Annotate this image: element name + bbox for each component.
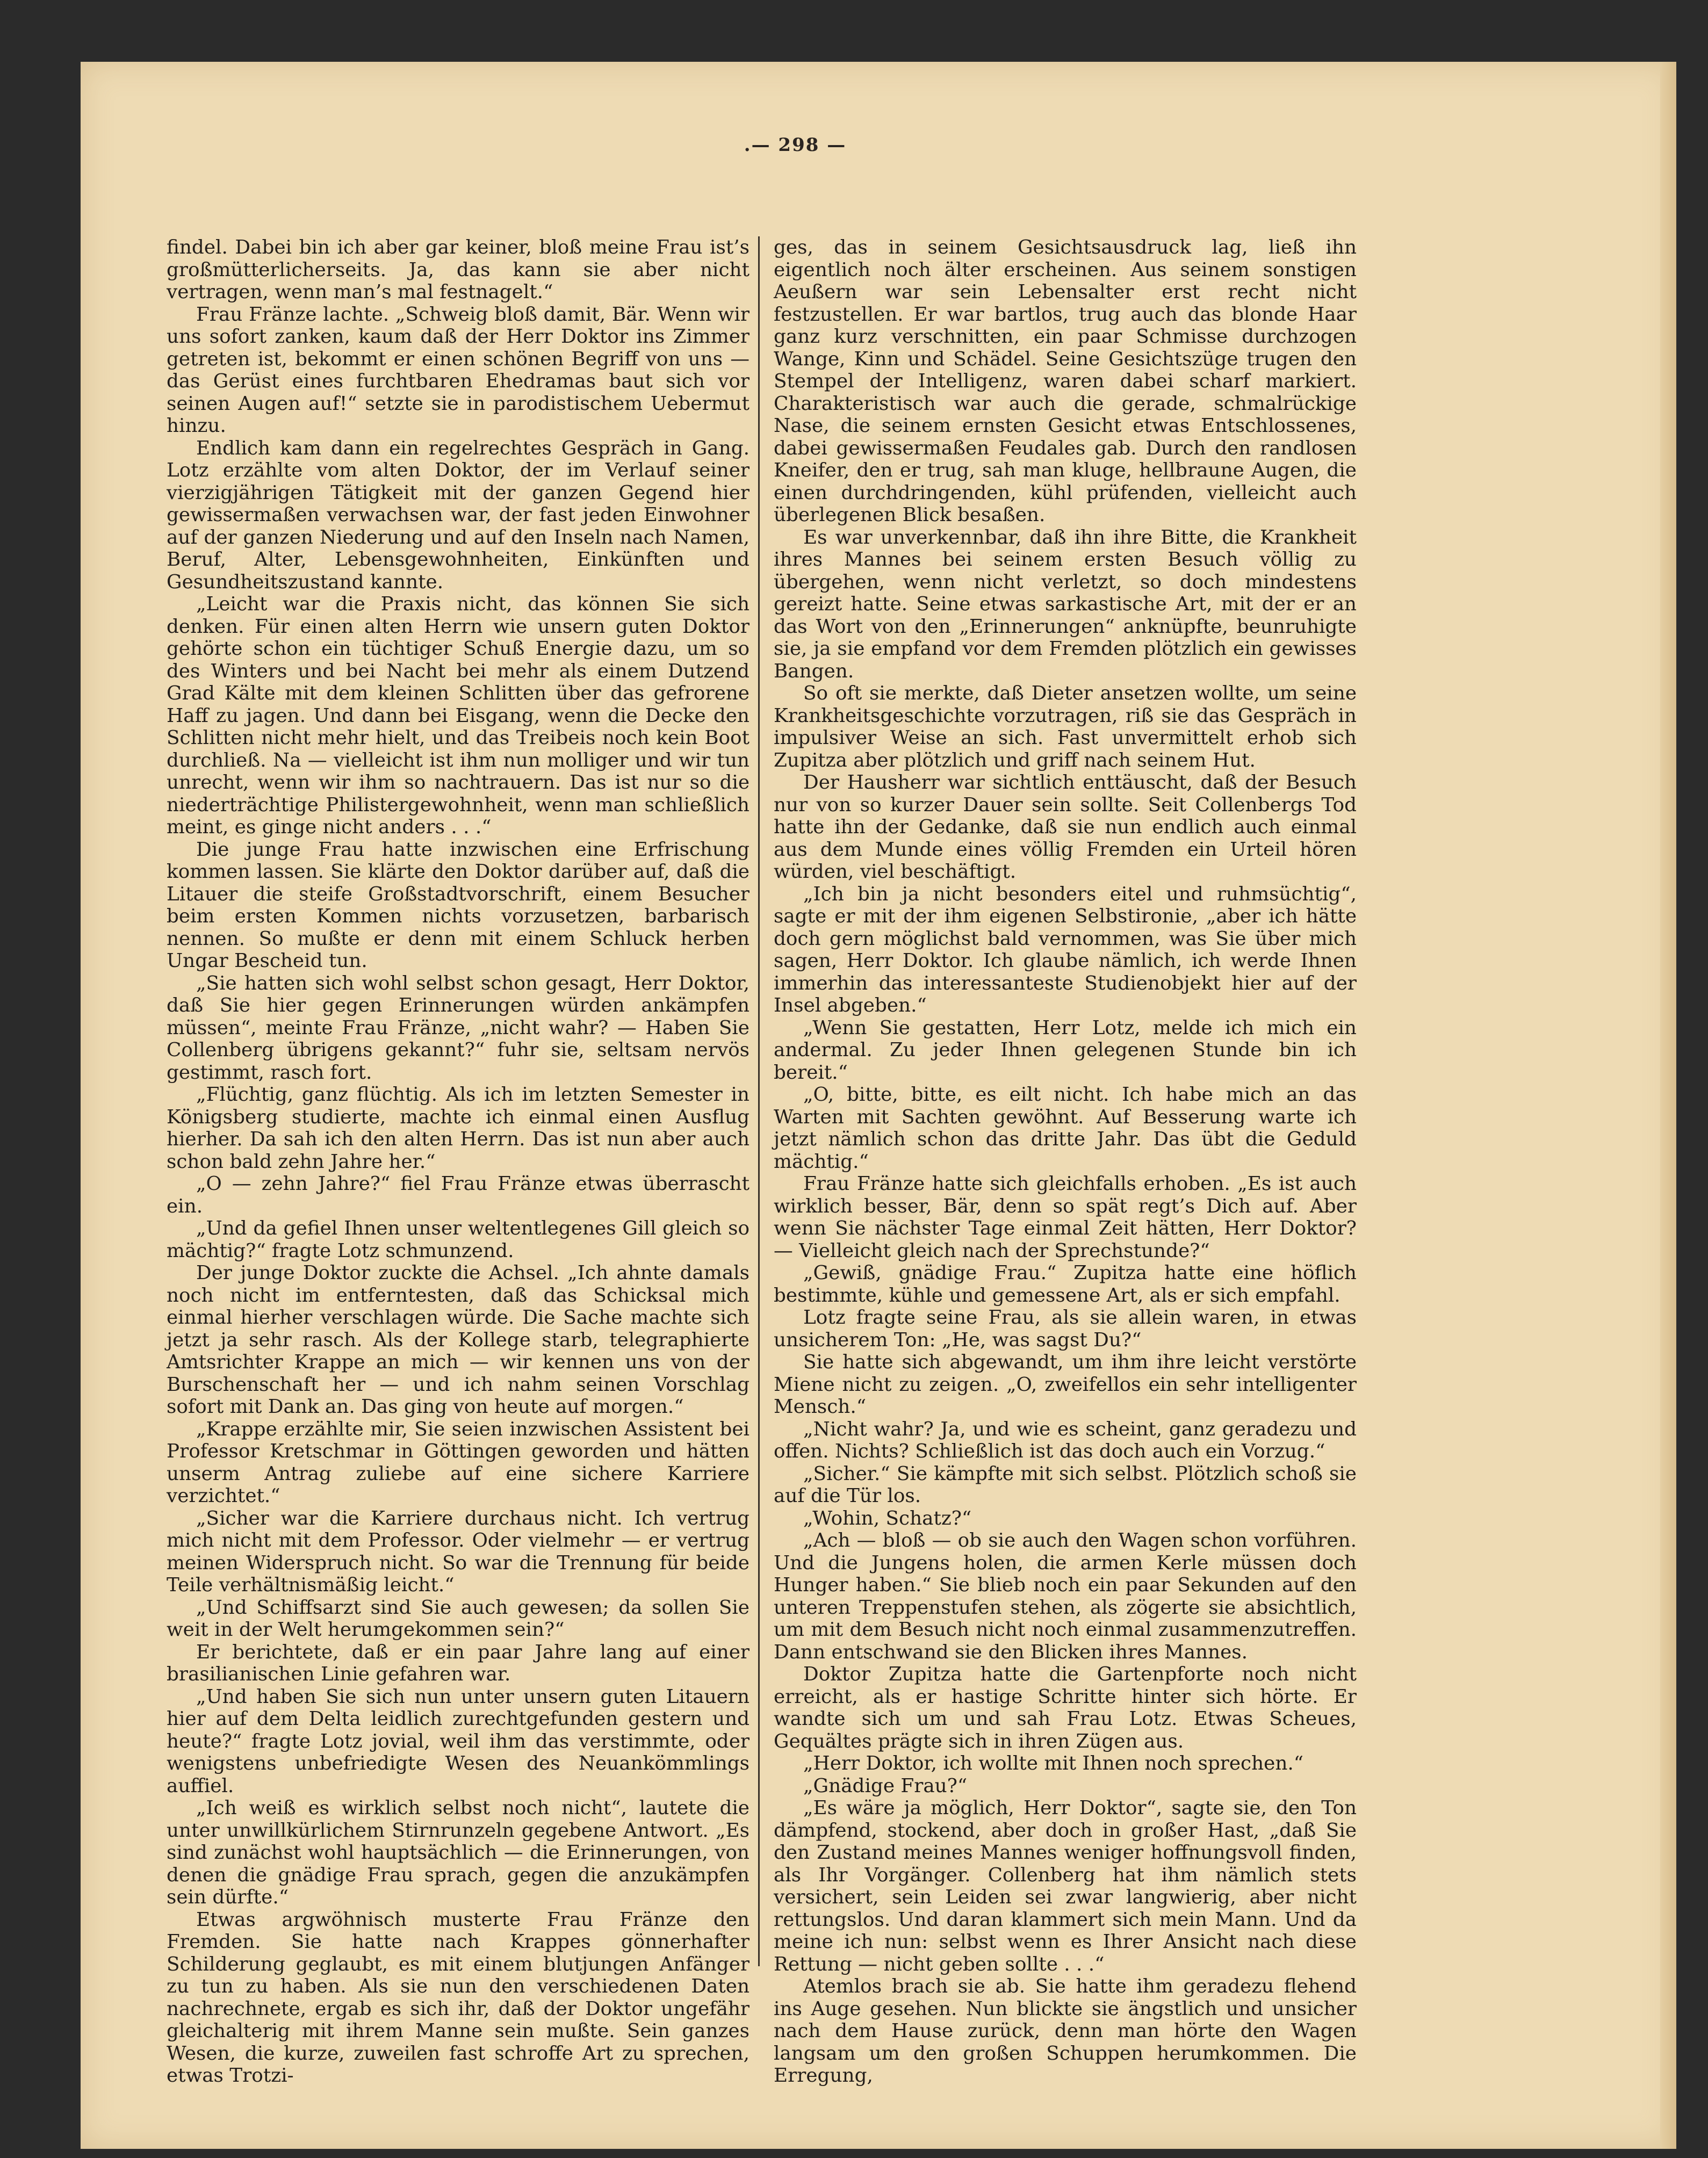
paragraph: „Leicht war die Praxis nicht, das können Sie sich denken. Für einen alten Herrn wie unsern guten Doktor gehörte schon ein tüchtiger Schuß Energie dazu, um so des Winters und bei Nacht bei mehr als einem Dutzend Grad Kälte mit dem kleinen Schlitten über das gefrorene Haff zu jagen. Und dann bei Eisgang, wenn die Decke den Schlitten nicht mehr hielt, und das Treibeis noch kein Boot durchließ. Na — vielleicht ist ihm nun molliger und wir tun unrecht, wenn wir ihm so nachtrauern. Das ist nur so die niederträchtige Philistergewohnheit, wenn man schließlich meint, es ginge nicht anders . . .“ <box>167 593 749 838</box>
paragraph: „Nicht wahr? Ja, und wie es scheint, ganz geradezu und offen. Nichts? Schließlich ist das doch auch ein Vorzug.“ <box>774 1418 1357 1462</box>
paragraph: „Und da gefiel Ihnen unser weltentlegenes Gill gleich so mächtig?“ fragte Lotz schmunzend. <box>167 1217 749 1262</box>
paragraph: „O, bitte, bitte, es eilt nicht. Ich habe mich an das Warten mit Sachten gewöhnt. Auf Besserung warte ich jetzt nämlich schon das dritte Jahr. Das übt die Geduld mächtig.“ <box>774 1084 1357 1173</box>
paragraph: Endlich kam dann ein regelrechtes Gespräch in Gang. Lotz erzählte vom alten Doktor, der im Verlauf seiner vierzigjährigen Tätigkeit mit der ganzen Gegend hier gewissermaßen verwachsen war, der fast jeden Einwohner auf der ganzen Niederung und auf den Inseln nach Namen, Beruf, Alter, Lebensgewohnheiten, Einkünften und Gesundheitszustand kannte. <box>167 437 749 593</box>
text-column-left <box>167 236 749 2087</box>
paragraph: Frau Fränze lachte. „Schweig bloß damit, Bär. Wenn wir uns sofort zanken, kaum daß der Herr Doktor ins Zimmer getreten ist, bekommt er einen schönen Begriff von uns — das Gerüst eines furchtbaren Ehedramas baut sich vor seinen Augen auf!“ setzte sie in parodistischem Uebermut hinzu. <box>167 303 749 437</box>
paragraph: „O — zehn Jahre?“ fiel Frau Fränze etwas überrascht ein. <box>167 1173 749 1217</box>
paragraph: „Flüchtig, ganz flüchtig. Als ich im letzten Semester in Königsberg studierte, machte ich einmal einen Ausflug hierher. Da sah ich den alten Herrn. Das ist nun aber auch schon bald zehn Jahre her.“ <box>167 1084 749 1173</box>
paragraph: Es war unverkennbar, daß ihn ihre Bitte, die Krankheit ihres Mannes bei seinem ersten Besuch völlig zu übergehen, wenn nicht verletzt, so doch mindestens gereizt hatte. Seine etwas sarkastische Art, mit der er an das Wort von den „Erinnerungen“ anknüpfte, beunruhigte sie, ja sie empfand vor dem Fremden plötzlich ein gewisses Bangen. <box>774 526 1357 682</box>
paragraph: findel. Dabei bin ich aber gar keiner, bloß meine Frau ist’s großmütterlicherseits. Ja, das kann sie aber nicht vertragen, wenn man’s mal festnagelt.“ <box>167 236 749 303</box>
paragraph: „Ich weiß es wirklich selbst noch nicht“, lautete die unter unwillkürlichem Stirnrunzeln gegebene Antwort. „Es sind zunächst wohl hauptsächlich — die Erinnerungen, von denen die gnädige Frau sprach, gegen die anzukämpfen sein dürfte.“ <box>167 1797 749 1908</box>
paragraph: Der Hausherr war sichtlich enttäuscht, daß der Besuch nur von so kurzer Dauer sein sollte. Seit Collenbergs Tod hatte ihn der Gedanke, daß sie nun endlich auch einmal aus dem Munde eines völlig Fremden ein Urteil hören würden, viel beschäftigt. <box>774 771 1357 883</box>
paragraph: „Sie hatten sich wohl selbst schon gesagt, Herr Doktor, daß Sie hier gegen Erinnerungen würden ankämpfen müssen“, meinte Frau Fränze, „nicht wahr? — Haben Sie Collenberg übrigens gekannt?“ fuhr sie, seltsam nervös gestimmt, rasch fort. <box>167 972 749 1084</box>
page-edge <box>1660 62 1676 2149</box>
paragraph: So oft sie merkte, daß Dieter ansetzen wollte, um seine Krankheitsgeschichte vorzutragen, riß sie das Gespräch in impulsiver Weise an sich. Fast unvermittelt erhob sich Zupitza aber plötzlich und griff nach seinem Hut. <box>774 682 1357 771</box>
paragraph: „Gewiß, gnädige Frau.“ Zupitza hatte eine höflich bestimmte, kühle und gemessene Art, als er sich empfahl. <box>774 1262 1357 1307</box>
paragraph: Lotz fragte seine Frau, als sie allein waren, in etwas unsicherem Ton: „He, was sagst Du?“ <box>774 1307 1357 1351</box>
paragraph: „Gnädige Frau?“ <box>803 1774 968 1797</box>
paragraph: Er berichtete, daß er ein paar Jahre lang auf einer brasilianischen Linie gefahren war. <box>167 1641 749 1685</box>
paragraph: „Wohin, Schatz?“ <box>803 1507 972 1529</box>
paragraph: „Krappe erzählte mir, Sie seien inzwischen Assistent bei Professor Kretschmar in Göttingen geworden und hätten unserm Antrag zuliebe auf eine sichere Karriere verzichtet.“ <box>167 1418 749 1507</box>
paragraph: „Es wäre ja möglich, Herr Doktor“, sagte sie, den Ton dämpfend, stockend, aber doch in großer Hast, „daß Sie den Zustand meines Mannes weniger hoffnungsvoll finden, als Ihr Vorgänger. Collenberg hat ihm nämlich stets versichert, sein Leiden sei zwar langwierig, aber nicht rettungslos. Und daran klammert sich mein Mann. Und da meine ich nun: selbst wenn es Ihrer Ansicht nach diese Rettung — nicht geben sollte . . .“ <box>774 1797 1357 1975</box>
paragraph: „Und Schiffsarzt sind Sie auch gewesen; da sollen Sie weit in der Welt herumgekommen sein?“ <box>167 1596 749 1641</box>
paragraph: „Und haben Sie sich nun unter unsern guten Litauern hier auf dem Delta leidlich zurechtgefunden gestern und heute?“ fragte Lotz jovial, weil ihm das verstimmte, oder wenigstens unbefriedigte Wesen des Neuankömmlings auffiel. <box>167 1685 749 1797</box>
column-divider <box>758 236 760 1966</box>
paragraph: „Wenn Sie gestatten, Herr Lotz, melde ich mich ein andermal. Zu jeder Ihnen gelegenen Stunde bin ich bereit.“ <box>774 1016 1357 1084</box>
paragraph: „Herr Doktor, ich wollte mit Ihnen noch sprechen.“ <box>803 1752 1304 1774</box>
page-number: .— 298 — <box>744 134 847 156</box>
paragraph: „Ach — bloß — ob sie auch den Wagen schon vorführen. Und die Jungens holen, die armen Kerle müssen doch Hunger haben.“ Sie blieb noch ein paar Sekunden auf den unteren Treppenstufen stehen, als zögerte sie absichtlich, um mit dem Besuch nicht noch einmal zusammenzutreffen. Dann entschwand sie den Blicken ihres Mannes. <box>774 1529 1357 1663</box>
paragraph: ges, das in seinem Gesichtsausdruck lag, ließ ihn eigentlich noch älter erscheinen. Aus seinem sonstigen Aeußern war sein Lebensalter erst recht nicht festzustellen. Er war bartlos, trug auch das blonde Haar ganz kurz verschnitten, ein paar Schmisse durchzogen Wange, Kinn und Schädel. Seine Gesichtszüge trugen den Stempel der Intelligenz, waren dabei scharf markiert. Charakteristisch war auch die gerade, schmalrückige Nase, die seinem ernsten Gesicht etwas Entschlossenes, dabei gewissermaßen Feudales gab. Durch den randlosen Kneifer, den er trug, sah man kluge, hellbraune Augen, die einen durchdringenden, kühl prüfenden, vielleicht auch überlegenen Blick besaßen. <box>774 236 1357 526</box>
paragraph: Doktor Zupitza hatte die Gartenpforte noch nicht erreicht, als er hastige Schritte hinter sich hörte. Er wandte sich um und sah Frau Lotz. Etwas Scheues, Gequältes prägte sich in ihren Zügen aus. <box>774 1663 1357 1752</box>
paragraph: Die junge Frau hatte inzwischen eine Erfrischung kommen lassen. Sie klärte den Doktor darüber auf, daß die Litauer die steife Großstadtvorschrift, einem Besucher beim ersten Kommen nichts vorzusetzen, barbarisch nennen. So mußte er denn mit einem Schluck herben Ungar Bescheid tun. <box>167 838 749 972</box>
paragraph: Atemlos brach sie ab. Sie hatte ihm geradezu flehend ins Auge gesehen. Nun blickte sie ängstlich und unsicher nach dem Hause zurück, denn man hörte den Wagen langsam um den großen Schuppen herumkommen. Die Erregung, <box>774 1975 1357 2087</box>
paragraph: Der junge Doktor zuckte die Achsel. „Ich ahnte damals noch nicht im entferntesten, daß das Schicksal mich einmal hierher verschlagen würde. Die Sache machte sich jetzt ja sehr rasch. Als der Kollege starb, telegraphierte Amtsrichter Krappe an mich — wir kennen uns von der Burschenschaft her — und ich nahm seinen Vorschlag sofort mit Dank an. Das ging von heute auf morgen.“ <box>167 1262 749 1418</box>
paragraph: „Sicher war die Karriere durchaus nicht. Ich vertrug mich nicht mit dem Professor. Oder vielmehr — er vertrug meinen Widerspruch nicht. So war die Trennung für beide Teile verhältnismäßig leicht.“ <box>167 1507 749 1596</box>
paragraph: „Sicher.“ Sie kämpfte mit sich selbst. Plötzlich schoß sie auf die Tür los. <box>774 1462 1357 1507</box>
paragraph: Frau Fränze hatte sich gleichfalls erhoben. „Es ist auch wirklich besser, Bär, denn so spät regt’s Dich auf. Aber wenn Sie nächster Tage einmal Zeit hätten, Herr Doktor? — Vielleicht gleich nach der Sprechstunde?“ <box>774 1173 1357 1262</box>
paragraph: Etwas argwöhnisch musterte Frau Fränze den Fremden. Sie hatte nach Krappes gönnerhafter Schilderung geglaubt, es mit einem blutjungen Anfänger zu tun zu haben. Als sie nun den verschiedenen Daten nachrechnete, ergab es sich ihr, daß der Doktor ungefähr gleichalterig mit ihrem Manne sein mußte. Sein ganzes Wesen, die kurze, zuweilen fast schroffe Art zu sprechen, etwas Trotzi- <box>167 1908 749 2087</box>
paragraph: „Ich bin ja nicht besonders eitel und ruhmsüchtig“, sagte er mit der ihm eigenen Selbstironie, „aber ich hätte doch gern möglichst bald vernommen, was Sie über mich sagen, Herr Doktor. Ich glaube nämlich, ich werde Ihnen immerhin das interessanteste Studienobjekt hier auf der Insel abgeben.“ <box>774 883 1357 1016</box>
text-column-right <box>774 236 1357 2087</box>
paragraph: Sie hatte sich abgewandt, um ihm ihre leicht verstörte Miene nicht zu zeigen. „O, zweifellos ein sehr intelligenter Mensch.“ <box>774 1351 1357 1418</box>
